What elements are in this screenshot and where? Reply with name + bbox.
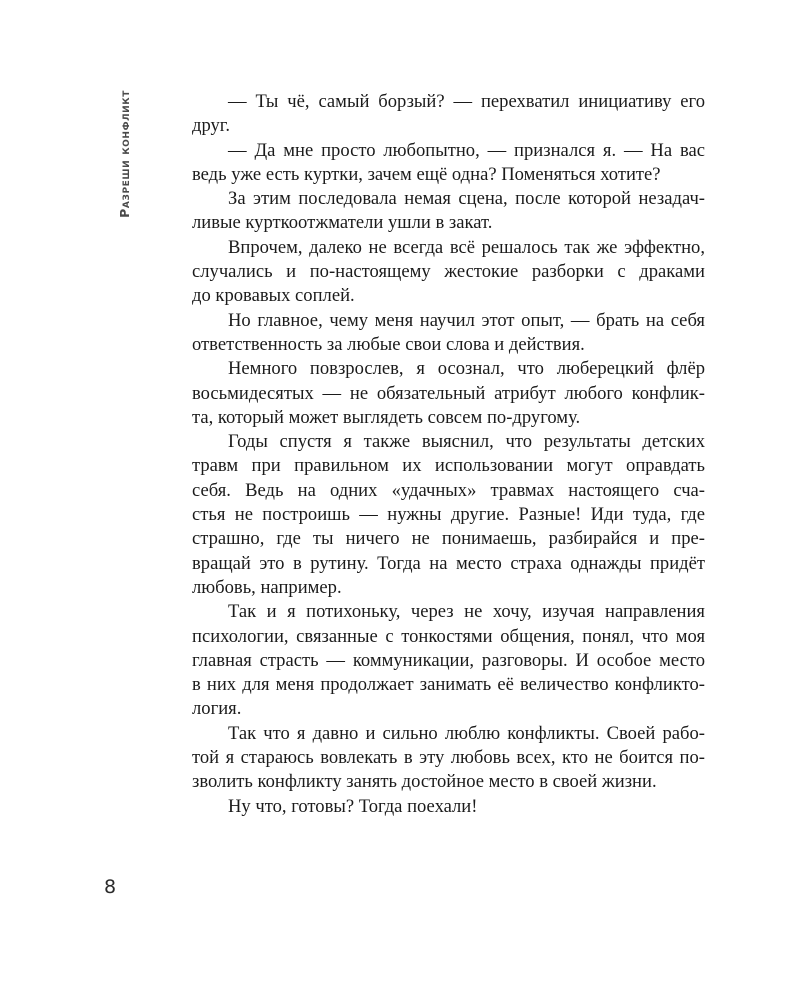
text-line: логия. bbox=[192, 698, 242, 720]
text-line: Впрочем, далеко не всегда всё решалось так же эффектно, bbox=[228, 236, 705, 258]
running-head bbox=[104, 90, 144, 230]
page-number: 8 bbox=[104, 876, 117, 898]
text-line: Так что я давно и сильно люблю конфликты. Своей рабо- bbox=[228, 722, 705, 744]
text-line: случались и по-настоящему жестокие разборки с драками bbox=[192, 261, 705, 283]
running-head-text: Разреши конфликт bbox=[116, 90, 132, 218]
text-line: — Да мне просто любопытно, — признался я. — На вас bbox=[228, 139, 705, 161]
text-line: восьмидесятых — не обязательный атрибут любого конфлик- bbox=[192, 382, 705, 404]
text-line: главная страсть — коммуникации, разговоры. И особое место bbox=[192, 649, 705, 671]
text-line: друг. bbox=[192, 115, 230, 137]
text-line: ливые курткоотжматели ушли в закат. bbox=[192, 212, 493, 234]
text-line: до кровавых соплей. bbox=[192, 285, 355, 307]
text-line: страшно, где ты ничего не понимаешь, разбирайся и пре- bbox=[192, 528, 705, 550]
text-line: той я стараюсь вовлекать в эту любовь всех, кто не боится по- bbox=[192, 747, 705, 769]
text-line: травм при правильном их использовании могут оправдать bbox=[192, 455, 705, 477]
text-line: стья не построишь — нужны другие. Разные! Иди туда, где bbox=[192, 504, 705, 526]
text-line: Так и я потихоньку, через не хочу, изучая направления bbox=[228, 601, 705, 623]
text-line: ответственность за любые свои слова и действия. bbox=[192, 333, 585, 355]
text-line: Ну что, готовы? Тогда поехали! bbox=[228, 795, 478, 817]
text-line: себя. Ведь на одних «удачных» травмах настоящего сча- bbox=[192, 479, 705, 501]
text-line: зволить конфликту занять достойное место в своей жизни. bbox=[192, 771, 657, 793]
text-line: вращай это в рутину. Тогда на место страха однажды придёт bbox=[192, 552, 705, 574]
body-text bbox=[192, 90, 705, 819]
text-line: Но главное, чему меня научил этот опыт, — брать на себя bbox=[228, 309, 705, 331]
text-line: любовь, например. bbox=[192, 576, 342, 598]
text-line: Годы спустя я также выяснил, что результаты детских bbox=[228, 431, 705, 453]
text-line: ведь уже есть куртки, зачем ещё одна? Поменяться хотите? bbox=[192, 163, 661, 185]
text-line: — Ты чё, самый борзый? — перехватил инициативу его bbox=[228, 91, 705, 112]
text-line: та, который может выглядеть совсем по-другому. bbox=[192, 406, 581, 428]
text-line: За этим последовала немая сцена, после которой незадач- bbox=[228, 188, 705, 210]
text-line: в них для меня продолжает занимать её величество конфликто- bbox=[192, 674, 705, 696]
text-line: Немного повзрослев, я осознал, что люберецкий флёр bbox=[228, 358, 705, 380]
text-line: психологии, связанные с тонкостями общения, понял, что моя bbox=[192, 625, 705, 647]
